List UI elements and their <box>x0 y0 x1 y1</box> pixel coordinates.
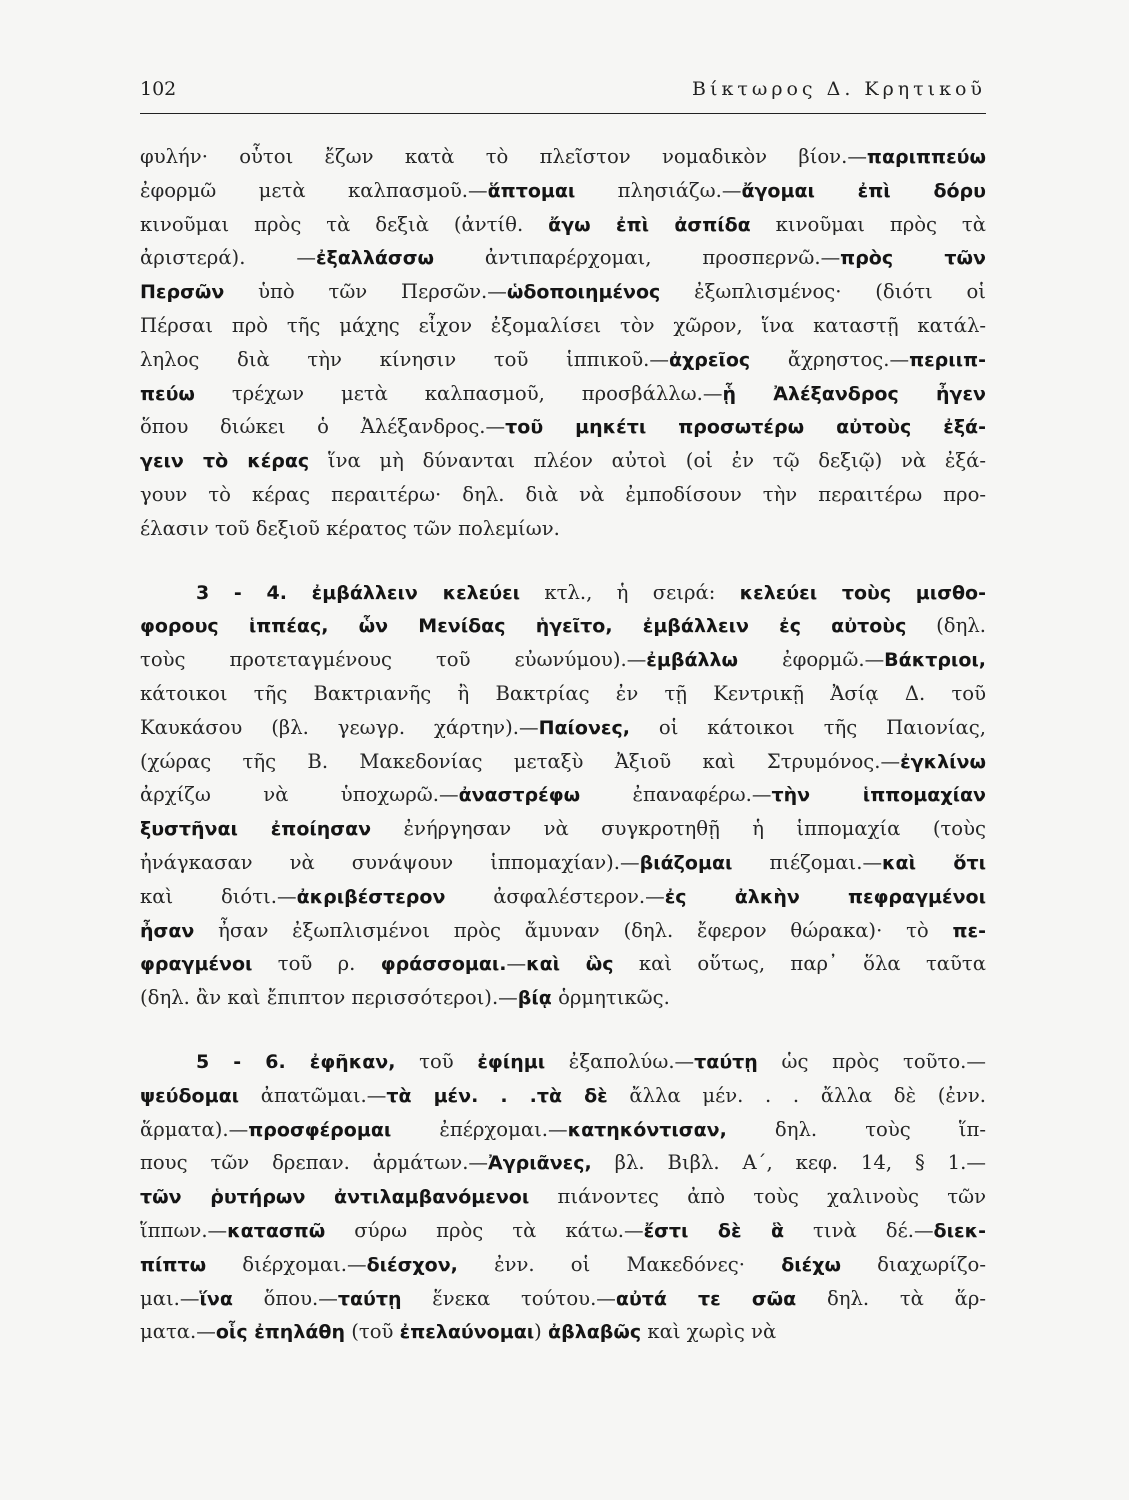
lemma-term: αὐτά τε σῶα <box>615 1287 797 1310</box>
gloss-text: πους τῶν δρεπαν. ἁρμάτων.— <box>140 1151 489 1175</box>
gloss-text: ἀσφαλέστερον.— <box>445 884 665 908</box>
gloss-text: ἐπαναφέρω.— <box>580 783 772 807</box>
lemma-term: πίπτω <box>140 1253 207 1276</box>
lemma-term: τὰ μέν. . .τὰ δὲ <box>386 1084 608 1107</box>
gloss-text: (δηλ. ἂν καὶ ἔπιπτον περισσότεροι).— <box>140 986 518 1010</box>
gloss-text: (δηλ. <box>906 614 986 638</box>
gloss-text: ὑπὸ τῶν Περσῶν.— <box>224 280 507 304</box>
gloss-text: (χώρας τῆς Β. Μακεδονίας μεταξὺ Ἀξιοῦ καὶ Στρυμόνος.— <box>140 749 901 773</box>
gloss-text: ὅπου.— <box>232 1286 338 1310</box>
gloss-text: ὁρμητικῶς. <box>551 986 670 1010</box>
lemma-term: φράσσομαι. <box>380 953 507 976</box>
gloss-text: κινοῦμαι πρὸς τὰ <box>750 212 986 236</box>
lemma-term: ἐξαλλάσσω <box>315 247 435 270</box>
lemma-term: φορους ἱππέας, ὧν Μενίδας ἡγεῖτο, ἐμβάλλειν ἐς αὐτοὺς <box>140 615 907 638</box>
lemma-term: Ἀγριᾶνες, <box>488 1152 592 1175</box>
gloss-text: ) <box>534 1320 549 1344</box>
gloss-text: ἀριστερά). — <box>140 246 316 270</box>
lemma-term: ταύτῃ <box>694 1050 758 1073</box>
lemma-term: κατηκόντισαν, <box>567 1118 727 1141</box>
header-rule <box>140 113 986 114</box>
lemma-term: ἦσαν <box>140 919 195 942</box>
paragraph-section-2 <box>140 576 986 1015</box>
gloss-text: Πέρσαι πρὸ τῆς μάχης εἶχον ἐξομαλίσει τὸν χῶρον, ἵνα καταστῇ κατάλ- <box>140 313 986 337</box>
text-line <box>140 1315 986 1349</box>
gloss-text: καὶ χωρὶς νὰ <box>641 1320 777 1344</box>
gloss-text: βλ. Βιβλ. Α΄, κεφ. 14, § 1.— <box>591 1151 986 1175</box>
text-line <box>140 1214 986 1248</box>
gloss-text: ἦσαν ἐξωπλισμένοι πρὸς ἄμυναν (δηλ. ἔφερον θώρακα)· τὸ <box>194 918 953 942</box>
gloss-text: Καυκάσου (βλ. γεωγρ. χάρτην).— <box>140 715 539 739</box>
lemma-term: ταύτῃ <box>337 1287 402 1310</box>
lemma-term: ἐφίημι <box>477 1050 546 1073</box>
text-line <box>140 812 986 846</box>
lemma-term: ἐγκλίνω <box>900 750 986 773</box>
gloss-text: — <box>506 952 527 976</box>
gloss-text: (τοῦ <box>344 1320 400 1344</box>
gloss-text: ἄλλα μέν. . . ἄλλα δὲ (ἐνν. <box>607 1083 986 1107</box>
gloss-text: ἅρματα).— <box>140 1117 249 1141</box>
text-line <box>140 343 986 377</box>
gloss-text: ἕνεκα τούτου.— <box>401 1286 616 1310</box>
page-header <box>140 74 986 114</box>
lemma-term: οἷς ἐπηλάθη <box>215 1321 345 1344</box>
lemma-term: ἅπτομαι <box>487 179 576 202</box>
lemma-term: τῶν ῥυτήρων ἀντιλαμβανόμενοι <box>140 1186 530 1209</box>
gloss-text: ἐνν. οἱ Μακεδόνες· <box>457 1252 782 1276</box>
gloss-text: ἀρχίζω νὰ ὑποχωρῶ.— <box>140 783 459 807</box>
gloss-text: τρέχων μετὰ καλπασμοῦ, προσβάλλω.— <box>194 381 723 405</box>
gloss-text: δηλ. τοὺς ἵπ- <box>726 1117 986 1141</box>
gloss-text: ἐνήργησαν νὰ συγκροτηθῇ ἡ ἱππομαχία (τοὺς <box>371 817 986 841</box>
paragraph-section-3 <box>140 1045 986 1349</box>
text-line <box>140 1079 986 1113</box>
text-line <box>140 778 986 812</box>
text-line <box>140 947 986 981</box>
gloss-text: σύρω πρὸς τὰ κάτω.— <box>325 1218 644 1242</box>
lemma-term: πεύω <box>140 382 195 405</box>
gloss-text: έλασιν τοῦ δεξιοῦ κέρατος τῶν πολεμίων. <box>140 516 560 540</box>
lemma-term: βίᾳ <box>517 987 552 1010</box>
gloss-text: ματα.— <box>140 1320 216 1344</box>
lemma-term: ὡδοποιημένος <box>506 281 661 304</box>
gloss-text: τινὰ δέ.— <box>784 1218 934 1242</box>
gloss-text: κάτοικοι τῆς Βακτριανῆς ἢ Βακτρίας ἐν τῇ Κεντρικῇ Ἀσίᾳ Δ. τοῦ <box>140 681 986 705</box>
lemma-term: Παίονες, <box>538 716 630 739</box>
text-line <box>140 1180 986 1214</box>
lemma-term: φραγμένοι <box>140 953 253 976</box>
running-head: Βίκτωρος Δ. Κρητικοῦ <box>692 78 986 100</box>
gloss-text: καὶ οὕτως, παρ᾽ ὅλα ταῦτα <box>613 952 986 976</box>
lemma-term: ἄγω ἐπὶ ἀσπίδα <box>548 213 751 236</box>
gloss-text: μαι.— <box>140 1286 200 1310</box>
text-line <box>140 711 986 745</box>
gloss-text: ἀντιπαρέρχομαι, προσπερνῶ.— <box>434 246 841 270</box>
lemma-term: ἐμβάλλω <box>646 649 739 672</box>
lemma-term: Περσῶν <box>140 281 225 304</box>
lemma-term: διέχω <box>781 1253 841 1276</box>
gloss-text: κτλ., ἡ σειρά: <box>520 580 740 604</box>
gloss-text: καὶ διότι.— <box>140 884 297 908</box>
lemma-term: ἀναστρέφω <box>458 784 581 807</box>
text-line <box>140 140 986 174</box>
text-line <box>140 609 986 643</box>
lemma-term: πε- <box>952 919 986 942</box>
gloss-text: διαχωρίζο- <box>841 1252 986 1276</box>
text-line <box>140 241 986 275</box>
gloss-text: πλησιάζω.— <box>575 178 742 202</box>
text-line <box>140 677 986 711</box>
paragraph-section-1 <box>140 140 986 546</box>
gloss-text: ἵνα μὴ δύνανται πλέον αὐτοὶ (οἱ ἐν τῷ δεξιῷ) νὰ ἐξά- <box>309 449 986 473</box>
lemma-term: 3 - 4. ἐμβάλλειν κελεύει <box>196 581 521 604</box>
lemma-term: ἔστι δὲ ἃ <box>643 1219 785 1242</box>
paragraph-gap <box>140 546 986 576</box>
lemma-term: διέσχον, <box>366 1253 458 1276</box>
gloss-text: τοῦ <box>395 1049 478 1073</box>
lemma-term: ἐς ἀλκὴν πεφραγμένοι <box>664 885 986 908</box>
page-number: 102 <box>140 78 177 100</box>
text-line <box>140 880 986 914</box>
lemma-term: προσφέρομαι <box>248 1118 392 1141</box>
lemma-term: ξυστῆναι ἐποίησαν <box>140 818 372 841</box>
text-line <box>140 1248 986 1282</box>
lemma-term: 5 - 6. ἐφῆκαν, <box>196 1050 396 1073</box>
gloss-text: ἐξαπολύω.— <box>545 1049 695 1073</box>
text-line <box>140 643 986 677</box>
text-line <box>140 208 986 242</box>
gloss-text: ἐφορμῶ.— <box>738 648 885 672</box>
gloss-text: δηλ. τὰ ἅρ- <box>796 1286 986 1310</box>
lemma-term: ᾗ Ἀλέξανδρος ἦγεν <box>722 382 986 405</box>
lemma-term: ἵνα <box>199 1287 233 1310</box>
gloss-text: ἐφορμῶ μετὰ καλπασμοῦ.— <box>140 178 488 202</box>
lemma-term: κατασπῶ <box>227 1219 326 1242</box>
lemma-term: γειν τὸ κέρας <box>140 450 310 473</box>
text-line <box>140 846 986 880</box>
gloss-text: τοὺς προτεταγμένους τοῦ εὐωνύμου).— <box>140 648 647 672</box>
text-line <box>140 1282 986 1316</box>
lemma-term: ἄγομαι ἐπὶ δόρυ <box>741 179 986 202</box>
text-line <box>140 576 986 610</box>
lemma-term: κελεύει τοὺς μισθο- <box>739 581 986 604</box>
paragraph-gap <box>140 1015 986 1045</box>
text-line <box>140 512 986 546</box>
lemma-term: πρὸς τῶν <box>840 247 986 270</box>
lemma-term: διεκ- <box>933 1219 986 1242</box>
lemma-term: ἀβλαβῶς <box>548 1321 642 1344</box>
gloss-text: τοῦ ρ. <box>252 952 381 976</box>
lemma-term: ἀχρεῖος <box>668 348 751 371</box>
text-line <box>140 174 986 208</box>
lemma-term: περιιπ- <box>909 348 986 371</box>
lemma-term: ψεύδομαι <box>140 1084 240 1107</box>
lemma-term: τὴν ἱππομαχίαν <box>771 784 986 807</box>
text-line <box>140 309 986 343</box>
text-line <box>140 444 986 478</box>
gloss-text: ἀπατῶμαι.— <box>239 1083 387 1107</box>
body-text <box>140 140 986 1349</box>
lemma-term: ἐπελαύνομαι <box>399 1321 535 1344</box>
text-line <box>140 1113 986 1147</box>
text-line <box>140 1146 986 1180</box>
text-line <box>140 1045 986 1079</box>
gloss-text: διέρχομαι.— <box>206 1252 367 1276</box>
text-line <box>140 377 986 411</box>
lemma-term: ἀκριβέστερον <box>296 885 446 908</box>
lemma-term: τοῦ μηκέτι προσωτέρω αὐτοὺς ἐξά- <box>505 416 986 439</box>
gloss-text: ὅπου διώκει ὁ Ἀλέξανδρος.— <box>140 415 506 439</box>
lemma-term: Βάκτριοι, <box>884 649 986 672</box>
lemma-term: βιάζομαι <box>639 851 733 874</box>
gloss-text: ἠνάγκασαν νὰ συνάψουν ἱππομαχίαν).— <box>140 850 640 874</box>
gloss-text: ἵππων.— <box>140 1218 228 1242</box>
text-line <box>140 275 986 309</box>
gloss-text: ὡς πρὸς τοῦτο.— <box>757 1049 986 1073</box>
text-line <box>140 914 986 948</box>
gloss-text: οἱ κάτοικοι τῆς Παιονίας, <box>629 715 986 739</box>
gloss-text: ἐπέρχομαι.— <box>391 1117 568 1141</box>
text-line <box>140 410 986 444</box>
gloss-text: ληλος διὰ τὴν κίνησιν τοῦ ἱππικοῦ.— <box>140 347 669 371</box>
gloss-text: πιάνοντες ἀπὸ τοὺς χαλινοὺς τῶν <box>529 1185 986 1209</box>
gloss-text: ἐξωπλισμένος· (διότι οἱ <box>660 280 986 304</box>
text-line <box>140 478 986 512</box>
lemma-term: καὶ ὣς <box>526 953 614 976</box>
gloss-text: φυλήν· οὗτοι ἔζων κατὰ τὸ πλεῖστον νομαδικὸν βίον.— <box>140 145 867 168</box>
gloss-text: πιέζομαι.— <box>732 850 883 874</box>
gloss-text: ἄχρηστος.— <box>750 347 910 371</box>
gloss-text: κινοῦμαι πρὸς τὰ δεξιὰ (ἀντίθ. <box>140 212 549 236</box>
lemma-term: παριππεύω <box>866 146 986 168</box>
gloss-text: γουν τὸ κέρας περαιτέρω· δηλ. διὰ νὰ ἐμποδίσουν τὴν περαιτέρω προ- <box>140 482 986 506</box>
text-line <box>140 981 986 1015</box>
text-line <box>140 745 986 779</box>
lemma-term: καὶ ὅτι <box>882 851 986 874</box>
